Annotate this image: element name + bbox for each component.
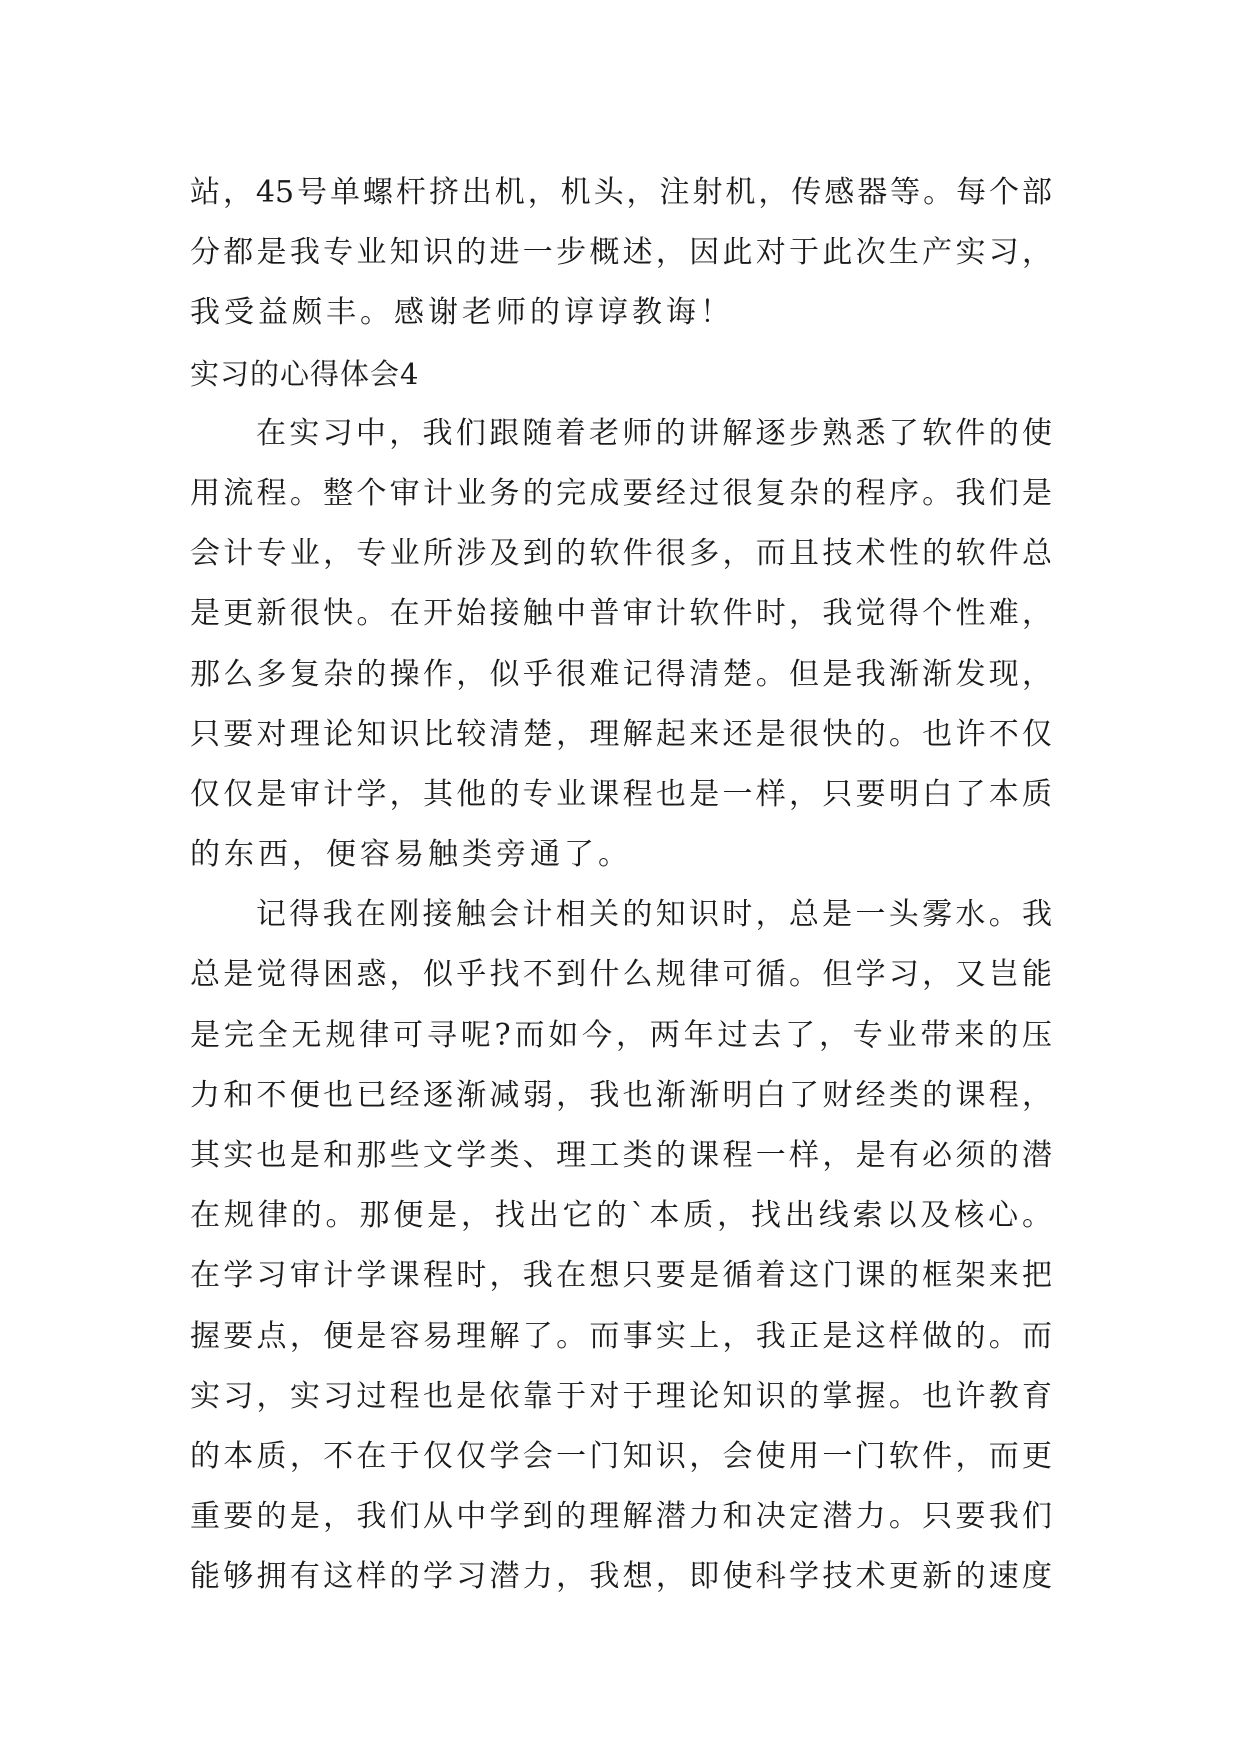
paragraph-line: 是完全无规律可寻呢?而如今，两年过去了，专业带来的压 bbox=[190, 1017, 1052, 1053]
paragraph-line: 握要点，便是容易理解了。而事实上，我正是这样做的。而 bbox=[190, 1318, 1052, 1354]
paragraph-line: 分都是我专业知识的进一步概述，因此对于此次生产实习， bbox=[190, 235, 1052, 271]
paragraph-line: 在学习审计学课程时，我在想只要是循着这门课的框架来把 bbox=[190, 1258, 1052, 1294]
paragraph-line: 重要的是，我们从中学到的理解潜力和决定潜力。只要我们 bbox=[190, 1499, 1052, 1535]
document-body bbox=[190, 163, 1052, 1608]
paragraph-line: 是更新很快。在开始接触中普审计软件时，我觉得个性难， bbox=[190, 596, 1052, 632]
paragraph-line: 力和不便也已经逐渐减弱，我也渐渐明白了财经类的课程， bbox=[190, 1077, 1052, 1113]
paragraph-line: 实习，实习过程也是依靠于对于理论知识的掌握。也许教育 bbox=[190, 1378, 1052, 1414]
paragraph-line: 其实也是和那些文学类、理工类的课程一样，是有必须的潜 bbox=[190, 1138, 1052, 1173]
paragraph-line: 的东西，便容易触类旁通了。 bbox=[190, 837, 632, 873]
paragraph-line: 用流程。整个审计业务的完成要经过很复杂的程序。我们是 bbox=[190, 475, 1052, 511]
paragraph-line: 会计专业，专业所涉及到的软件很多，而且技术性的软件总 bbox=[190, 536, 1052, 572]
paragraph-line: 能够拥有这样的学习潜力，我想，即使科学技术更新的速度 bbox=[190, 1559, 1052, 1595]
paragraph-line: 只要对理论知识比较清楚，理解起来还是很快的。也许不仅 bbox=[190, 716, 1052, 752]
section-heading: 实习的心得体会4 bbox=[190, 356, 420, 391]
paragraph-line: 在规律的。那便是，找出它的`本质，找出线索以及核心。 bbox=[190, 1198, 1052, 1234]
paragraph-line: 仅仅是审计学，其他的专业课程也是一样，只要明白了本质 bbox=[190, 776, 1052, 812]
paragraph-line: 站，45号单螺杆挤出机，机头，注射机，传感器等。每个部 bbox=[190, 175, 1052, 210]
paragraph-line: 的本质，不在于仅仅学会一门知识，会使用一门软件，而更 bbox=[190, 1438, 1052, 1474]
paragraph-line: 在实习中，我们跟随着老师的讲解逐步熟悉了软件的使 bbox=[256, 415, 1052, 451]
paragraph-line: 总是觉得困惑，似乎找不到什么规律可循。但学习，又岂能 bbox=[190, 957, 1052, 993]
paragraph-line: 我受益颇丰。感谢老师的谆谆教诲！ bbox=[190, 295, 734, 331]
paragraph-line: 记得我在刚接触会计相关的知识时，总是一头雾水。我 bbox=[256, 897, 1052, 933]
paragraph-line: 那么多复杂的操作，似乎很难记得清楚。但是我渐渐发现， bbox=[190, 656, 1052, 692]
